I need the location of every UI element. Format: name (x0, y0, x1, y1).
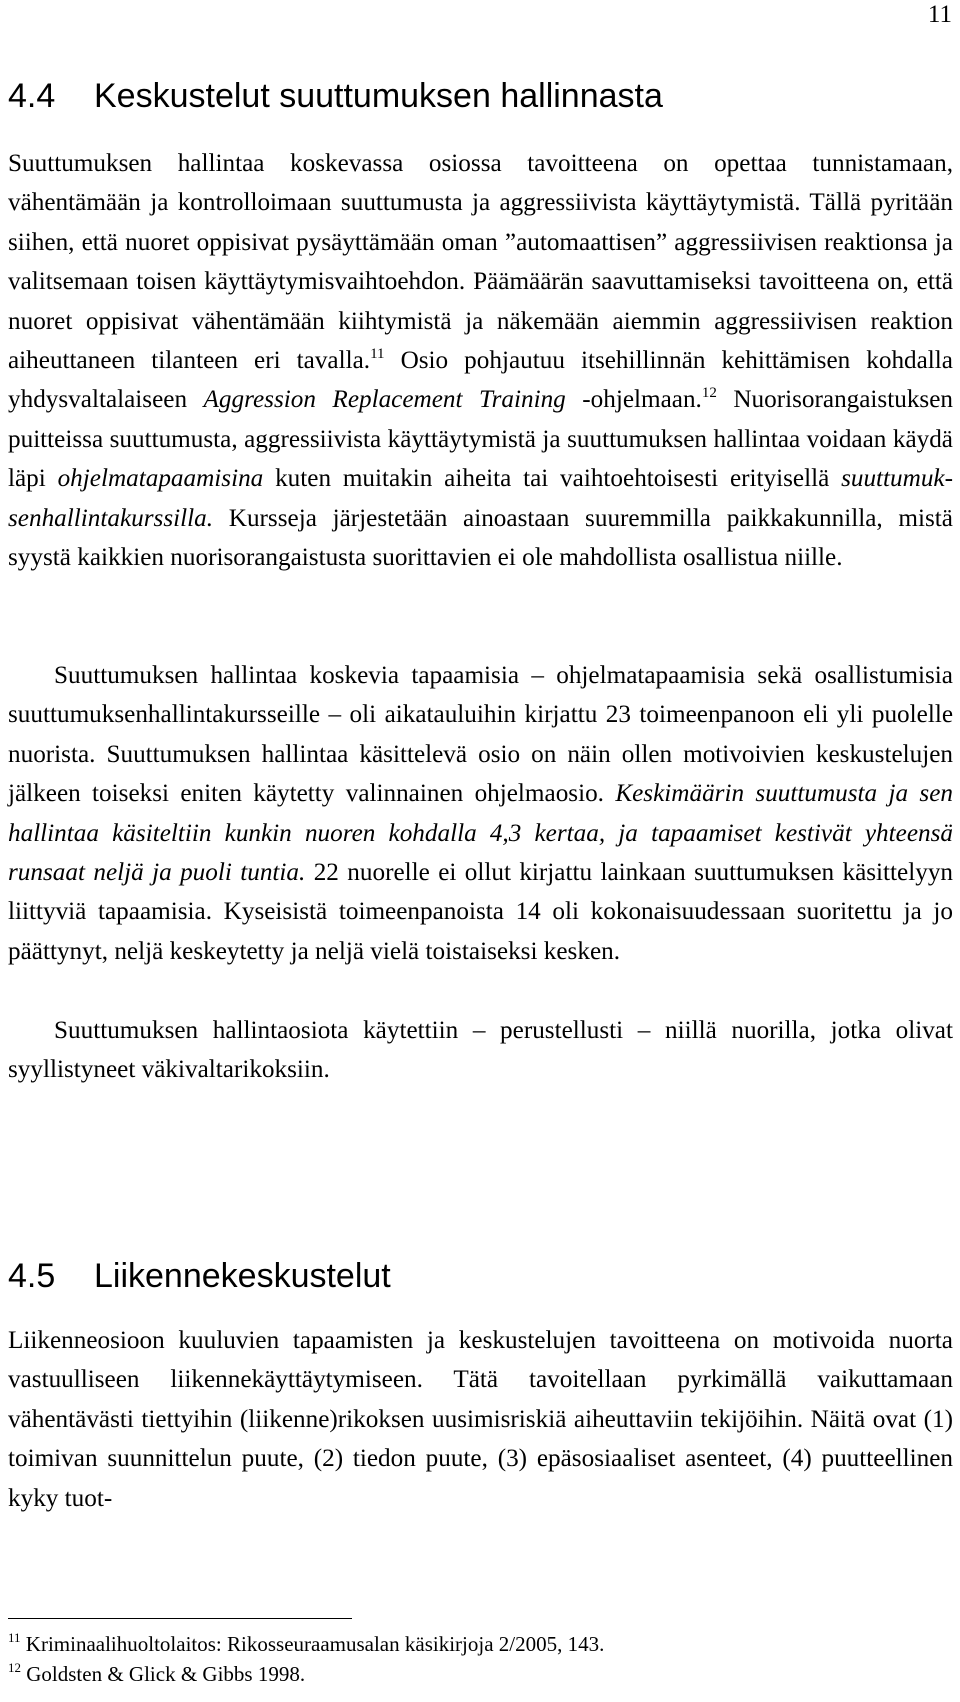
section-heading-4-4 (8, 76, 663, 116)
page-number: 11 (927, 1, 952, 28)
italic-text: Keskimäärin suuttumusta ja sen hallintaa käsiteltiin kunkin nuoren kohdalla 4,3 kertaa, ja tapaamiset kestivät yhteensä runsaat neljä ja puoli tuntia. (8, 780, 954, 887)
footnote-number: 11 (8, 1630, 21, 1645)
paragraph-text: Suuttumuksen hallintaa koskevia tapaamisia – ohjelmatapaamisia sekä osallistumisia suuttumuksenhallintakursseille – oli aikatauluihin kirjattu 23 toimeenpanoon eli yli puolelle nuorista. Suuttumuksen hallintaa käsittelevä osio on näin ollen motivoivien keskustelujen jälkeen toiseksi eniten käytetty valinnainen ohjelmaosio. (8, 662, 953, 808)
footnote-text: Goldsten & Glick & Gibbs 1998. (21, 1662, 306, 1686)
paragraph: Suuttumuksen hallintaosiota käytettiin – perustellusti – niillä nuorilla, jotka olivat syyllistyneet väkivaltarikoksiin. (8, 1017, 953, 1084)
footnote (8, 1660, 305, 1688)
paragraph-text: 22 nuorelle ei ollut kirjattu lainkaan suuttumuksen käsittelyyn liittyviä tapaamisia. Kyseisistä toimeenpanoista 14 oli kokonaisuudessaan suoritettu ja jo päättynyt, neljä keskeytetty ja neljä vielä toistaiseksi kesken. (8, 859, 954, 965)
paragraph: Liikenneosioon kuuluvien tapaamisten ja keskustelujen tavoitteena on motivoida nuorta vastuulliseen liikennekäyttäytymiseen. Tätä tavoitellaan pyrkimällä vaikuttamaan vähentävästi tiettyihin (liikenne)rikoksen uusimisriskiä aiheuttaviin tekijöihin. Näitä ovat (1) toimivan suunnittelun puute, (2) tiedon puute, (3) epäsosiaaliset asenteet, (4) puutteellinen kyky tuot- (8, 1327, 953, 1512)
section-title: Liikennekeskustelut (94, 1257, 391, 1295)
section-number: 4.4 (8, 77, 56, 115)
footnote-ref: 12 (701, 385, 717, 402)
paragraph (8, 656, 953, 971)
paragraph-text: Suuttumuksen hallintaa koskevassa osiossa tavoitteena on opettaa tunnistamaan, vähentämään ja kontrolloimaan suuttumusta ja aggressiivista käyttäytymistä. Tällä pyritään siihen, että nuoret oppisivat pysäyttämään oman ”automaattisen” aggressiivisen reaktionsa ja valitsemaan toisen käyttäytymisvaihtoehdon. Päämäärän saavuttamiseksi tavoitteena on, että nuoret oppisivat vähentämään kiihtymistä ja näkemään aiemmin aggressiivisen reaktion aiheuttaneen tilanteen eri tavalla. (8, 150, 953, 375)
italic-text: ohjelmatapaamisina (57, 465, 264, 493)
footnote-ref: 11 (370, 346, 385, 363)
section-heading-4-5 (8, 1256, 391, 1296)
footnote-divider (8, 1618, 352, 1619)
section-title: Keskustelut suuttumuksen hallinnasta (94, 77, 663, 115)
section-number: 4.5 (8, 1257, 56, 1295)
footnote-number: 12 (8, 1660, 21, 1675)
footnote-text: Kriminaalihuoltolaitos: Rikosseuraamusalan käsikirjoja 2/2005, 143. (20, 1632, 605, 1656)
paragraph-text: Nuorisorangaistuksen puitteissa suuttumusta, aggressiivista käyttäytymistä ja suuttumuksen hallintaa voidaan käydä läpi (8, 386, 953, 493)
paragraph-text: -ohjelmaan. (565, 386, 702, 414)
paragraph-text: Osio pohjautuu itsehillinnän kehittämisen kohdalla yhdysvaltalaiseen (8, 347, 953, 414)
footnote (8, 1630, 604, 1658)
italic-text: suuttumuksenhallintakurssilla. (8, 465, 953, 532)
paragraph-text: kuten muitakin aiheita tai vaihtoehtoisesti erityisellä (263, 465, 842, 493)
paragraph-text: Kursseja järjestetään ainoastaan suuremmilla paikkakunnilla, mistä syystä kaikkien nuorisorangaistusta suorittavien ei ole mahdollista osallistua niille. (8, 504, 953, 572)
italic-text: Aggression Replacement Training (203, 386, 566, 414)
paragraph (8, 144, 953, 577)
